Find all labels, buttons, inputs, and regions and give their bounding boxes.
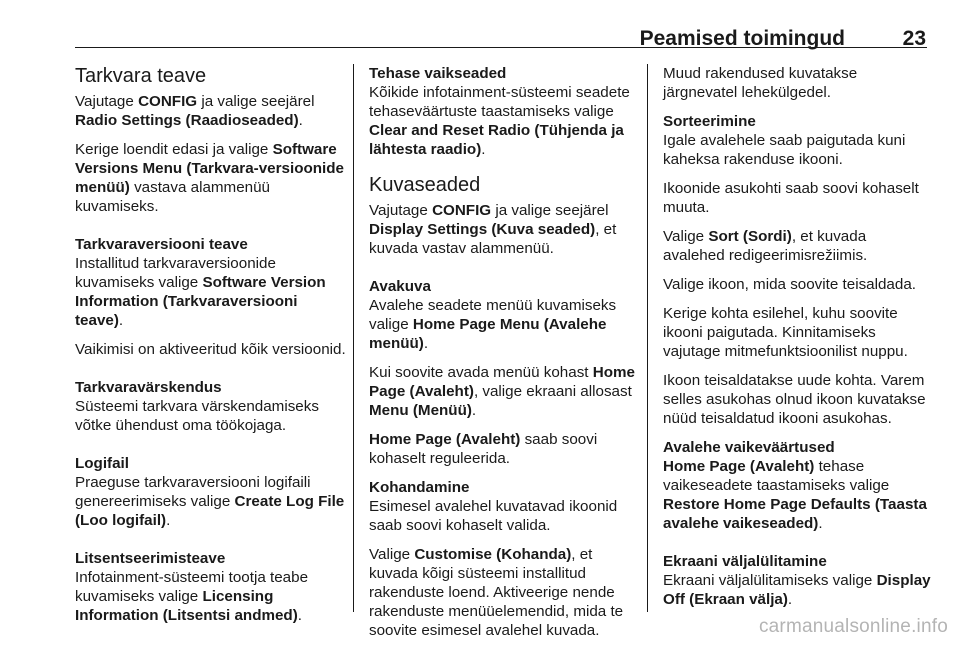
ui-term: Home Page Menu (Avalehe menüü) — [369, 316, 607, 352]
column-1 — [75, 64, 347, 635]
watermark: carmanualsonline.info — [758, 616, 948, 637]
subsection-heading: Avalehe vaikeväärtused — [663, 439, 835, 456]
subsection-heading: Logifail — [75, 455, 129, 472]
page-number: 23 — [902, 27, 926, 50]
ui-term: Display Settings (Kuva seaded) — [369, 221, 596, 238]
ui-term: Home Page (Avaleht) — [369, 364, 635, 400]
subsection-heading: Tehase vaikseaded — [369, 65, 507, 82]
ui-term: Create Log File (Loo logifail) — [75, 493, 345, 529]
paragraph: Kui soovite avada menüü kohast Home Page (Avaleht), valige ekraani allosast Menu (Menüü). — [369, 364, 635, 419]
paragraph: Kõikide infotainment-süsteemi seadete tehaseväärtuste taastamiseks valige Clear and Reset Radio (Tühjenda ja lähtesta raadio). — [369, 84, 630, 158]
paragraph: Vajutage CONFIG ja valige seejärel Radio Settings (Raadioseaded). — [75, 93, 315, 129]
paragraph: Praeguse tarkvaraversiooni logifaili genereerimiseks valige Create Log File (Loo logifail). — [75, 474, 345, 529]
ui-term: Licensing Information (Litsentsi andmed) — [75, 588, 298, 624]
paragraph: Esimesel avalehel kuvatavad ikoonid saab soovi kohaselt valida. — [369, 498, 618, 534]
paragraph: Kerige kohta esilehel, kuhu soovite ikooni paigutada. Kinnitamiseks vajutage mitmefunktsioonilist nuppu. — [663, 305, 908, 360]
paragraph: Ikoonide asukohti saab soovi kohaselt muuta. — [663, 180, 919, 216]
ui-term: Sort (Sordi) — [708, 228, 792, 245]
paragraph: Valige Customise (Kohanda), et kuvada kõigi süsteemi installitud rakenduste loend. Aktiveerige nende rakenduste menüüelemendid, mida te soovite esimesel avalehel kuvada. — [369, 546, 624, 639]
paragraph: Valige ikoon, mida soovite teisaldada. — [663, 276, 916, 293]
paragraph: Avalehe seadete menüü kuvamiseks valige Home Page Menu (Avalehe menüü). — [369, 297, 617, 352]
header-rule — [75, 47, 927, 48]
paragraph: Installitud tarkvaraversioonide kuvamiseks valige Software Version Information (Tarkvaraversiooni teave). — [75, 255, 326, 329]
ui-term: Restore Home Page Defaults (Taasta avalehe vaikeseaded) — [663, 496, 927, 532]
column-2 — [369, 64, 637, 650]
column-divider-1 — [353, 64, 354, 612]
ui-term: Display Off (Ekraan välja) — [663, 572, 931, 608]
section-title-software-info: Tarkvara teave — [75, 65, 207, 87]
subsection-heading: Tarkvaraversiooni teave — [75, 236, 248, 253]
ui-term: CONFIG — [432, 202, 492, 219]
column-divider-2 — [647, 64, 648, 612]
subsection-heading: Ekraani väljalülitamine — [663, 553, 827, 570]
paragraph: Ekraani väljalülitamiseks valige Display Off (Ekraan välja). — [663, 572, 931, 608]
paragraph: Valige Sort (Sordi), et kuvada avalehed redigeerimisrežiimis. — [663, 228, 868, 264]
page-header-title: Peamised toimingud — [639, 27, 845, 50]
ui-term: Software Versions Menu (Tarkvara-versioonide menüü) — [75, 141, 344, 196]
paragraph: Süsteemi tarkvara värskendamiseks võtke ühendust oma töökojaga. — [75, 398, 319, 434]
ui-term: Radio Settings (Raadioseaded) — [75, 112, 299, 129]
ui-term: Software Version Information (Tarkvaraversiooni teave) — [75, 274, 326, 329]
ui-term: Customise (Kohanda) — [414, 546, 572, 563]
paragraph: Home Page (Avaleht) saab soovi kohaselt reguleerida. — [369, 431, 598, 467]
column-3 — [663, 64, 931, 619]
ui-term: CONFIG — [138, 93, 198, 110]
subsection-heading: Kohandamine — [369, 479, 470, 496]
subsection-heading: Sorteerimine — [663, 113, 756, 130]
ui-term: Clear and Reset Radio (Tühjenda ja lähtesta raadio) — [369, 122, 624, 158]
ui-term: Menu (Menüü) — [369, 402, 472, 419]
ui-term: Home Page (Avaleht) — [369, 431, 521, 448]
section-title-display-settings: Kuvaseaded — [369, 174, 481, 196]
paragraph: Muud rakendused kuvatakse järgnevatel lehekülgedel. — [663, 65, 858, 101]
subsection-heading: Avakuva — [369, 278, 431, 295]
subsection-heading: Litsentseerimisteave — [75, 550, 226, 567]
paragraph: Vajutage CONFIG ja valige seejärel Display Settings (Kuva seaded), et kuvada vastav alammenüü. — [369, 202, 617, 257]
paragraph: Vaikimisi on aktiveeritud kõik versioonid. — [75, 341, 346, 358]
ui-term: Home Page (Avaleht) — [663, 458, 815, 475]
subsection-heading: Tarkvaravärskendus — [75, 379, 222, 396]
paragraph: Infotainment-süsteemi tootja teabe kuvamiseks valige Licensing Information (Litsentsi andmed). — [75, 569, 309, 624]
paragraph: Home Page (Avaleht) tehase vaikeseadete taastamiseks valige Restore Home Page Defaults (Taasta avalehe vaikeseaded). — [663, 458, 927, 532]
paragraph: Ikoon teisaldatakse uude kohta. Varem selles asukohas olnud ikoon kuvatakse nüüd teisaldatud ikooni asukohas. — [663, 372, 926, 427]
paragraph: Kerige loendit edasi ja valige Software Versions Menu (Tarkvara-versioonide menüü) vastava alammenüü kuvamiseks. — [75, 141, 344, 215]
paragraph: Igale avalehele saab paigutada kuni kaheksa rakenduse ikooni. — [663, 132, 906, 168]
